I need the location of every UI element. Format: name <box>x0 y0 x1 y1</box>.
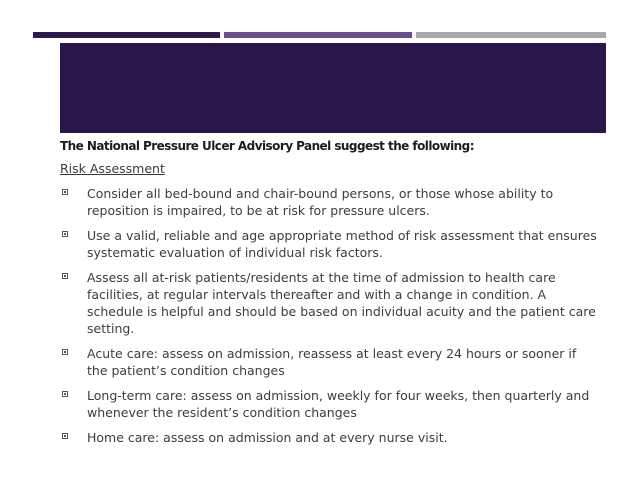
square-bullet-icon <box>62 231 68 237</box>
accent-bar-dark <box>33 32 220 38</box>
accent-bar-gray <box>416 32 606 38</box>
list-item <box>60 387 600 421</box>
square-bullet-icon <box>62 391 68 397</box>
top-accent-bars <box>33 32 606 38</box>
bullet-list <box>60 185 600 446</box>
bullet-text: Assess all at-risk patients/residents at the time of admission to health care facilities, at regular intervals thereafter and with a change in condition. A schedule is helpful and should be based on individual acuity and the patient care setting. <box>87 270 596 336</box>
square-bullet-icon <box>62 273 68 279</box>
square-bullet-icon <box>62 189 68 195</box>
slide-heading: The National Pressure Ulcer Advisory Panel suggest the following: <box>60 139 474 153</box>
square-bullet-icon <box>62 349 68 355</box>
list-item <box>60 185 600 219</box>
bullet-text: Use a valid, reliable and age appropriate method of risk assessment that ensures systematic evaluation of individual risk factors. <box>87 228 597 260</box>
bullet-text: Acute care: assess on admission, reassess at least every 24 hours or sooner if the patient’s condition changes <box>87 346 577 378</box>
bullet-text: Long-term care: assess on admission, weekly for four weeks, then quarterly and whenever the resident’s condition changes <box>87 388 590 420</box>
slide-content <box>60 135 600 454</box>
square-bullet-icon <box>62 433 68 439</box>
accent-bar-purple <box>224 32 412 38</box>
list-item <box>60 269 600 337</box>
risk-assessment-subheading: Risk Assessment <box>60 161 165 176</box>
list-item <box>60 429 600 446</box>
title-banner <box>60 43 606 133</box>
bullet-text: Home care: assess on admission and at every nurse visit. <box>87 430 448 445</box>
list-item <box>60 345 600 379</box>
list-item <box>60 227 600 261</box>
bullet-text: Consider all bed-bound and chair-bound persons, or those whose ability to reposition is impaired, to be at risk for pressure ulcers. <box>87 186 554 218</box>
